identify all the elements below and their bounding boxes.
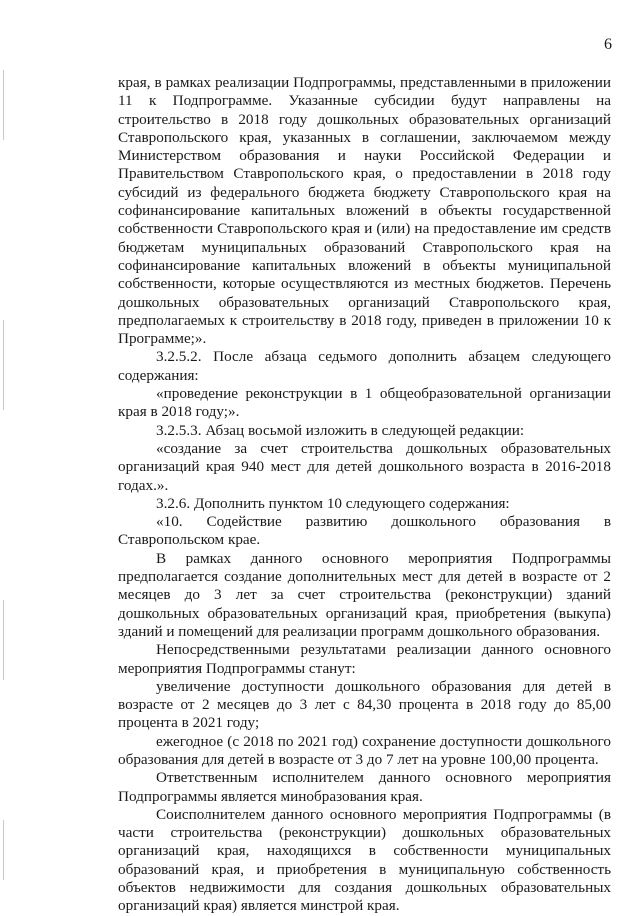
paragraph: «10. Содействие развитию дошкольного образования в Ставропольском крае. xyxy=(118,513,611,549)
scan-edge-mark xyxy=(3,600,4,680)
paragraph: увеличение доступности дошкольного образования для детей в возрасте от 2 месяцев до 3 лет с 84,30 процента в 2018 году до 85,00 процента в 2021 году; xyxy=(118,677,611,732)
paragraph: «проведение реконструкции в 1 общеобразовательной организации края в 2018 году;». xyxy=(118,385,611,421)
paragraph: 3.2.5.3. Абзац восьмой изложить в следующей редакции: xyxy=(156,421,525,439)
scan-edge-mark xyxy=(3,70,4,140)
paragraph: 3.2.6. Дополнить пунктом 10 следующего содержания: xyxy=(156,494,510,512)
document-body xyxy=(118,74,611,916)
paragraph: Соисполнителем данного основного мероприятия Подпрограммы (в части строительства (реконструкции) дошкольных образовательных организаций края, находящихся в собственности муниципальных образований края, и приобретения в муниципальную собственность объектов недвижимости для создания дошкольных образовательных организаций края) является минстрой края. xyxy=(118,805,611,915)
paragraph: «создание за счет строительства дошкольных образовательных организаций края 940 мест для детей дошкольного возраста в 2016-2018 годах.». xyxy=(118,439,611,494)
paragraph: В рамках данного основного мероприятия Подпрограммы предполагается создание дополнительных мест для детей в возрасте от 2 месяцев до 3 лет за счет строительства (реконструкции) зданий дошкольных образовательных организаций края, приобретения (выкупа) зданий и помещений для реализации программ дошкольного образования. xyxy=(118,549,611,640)
paragraph: Ответственным исполнителем данного основного мероприятия Подпрограммы является минобразования края. xyxy=(118,769,611,805)
paragraph: Непосредственными результатами реализации данного основного мероприятия Подпрограммы станут: xyxy=(118,641,611,677)
paragraph: края, в рамках реализации Подпрограммы, представленными в приложении 11 к Подпрограмме. Указанные субсидии будут направлены на строительство в 2018 году дошкольных образовательных организаций Ставропольского края, указанных в соглашении, заключаемом между Министерством образования и науки Российской Федерации и Правительством Ставропольского края, о предоставлении в 2018 году субсидий из федерального бюджета бюджету Ставропольского края на софинансирование капитальных вложений в объекты государственной собственности Ставропольского края и (или) на предоставление им средств бюджетам муниципальных образований Ставропольского края на софинансирование капитальных вложений в объекты муниципальной собственности, которые осуществляются из местных бюджетов. Перечень дошкольных образовательных организаций Ставропольского края, предполагаемых к строительству в 2018 году, приведен в приложении 10 к Программе;». xyxy=(118,74,611,348)
scan-edge-mark xyxy=(3,320,4,410)
page-number: 6 xyxy=(604,36,612,53)
scan-edge-mark xyxy=(3,820,4,880)
paragraph: 3.2.5.2. После абзаца седьмого дополнить абзацем следующего содержания: xyxy=(118,348,611,384)
paragraph: ежегодное (с 2018 по 2021 год) сохранение доступности дошкольного образования для детей в возрасте от 3 до 7 лет на уровне 100,00 процента. xyxy=(118,732,611,768)
